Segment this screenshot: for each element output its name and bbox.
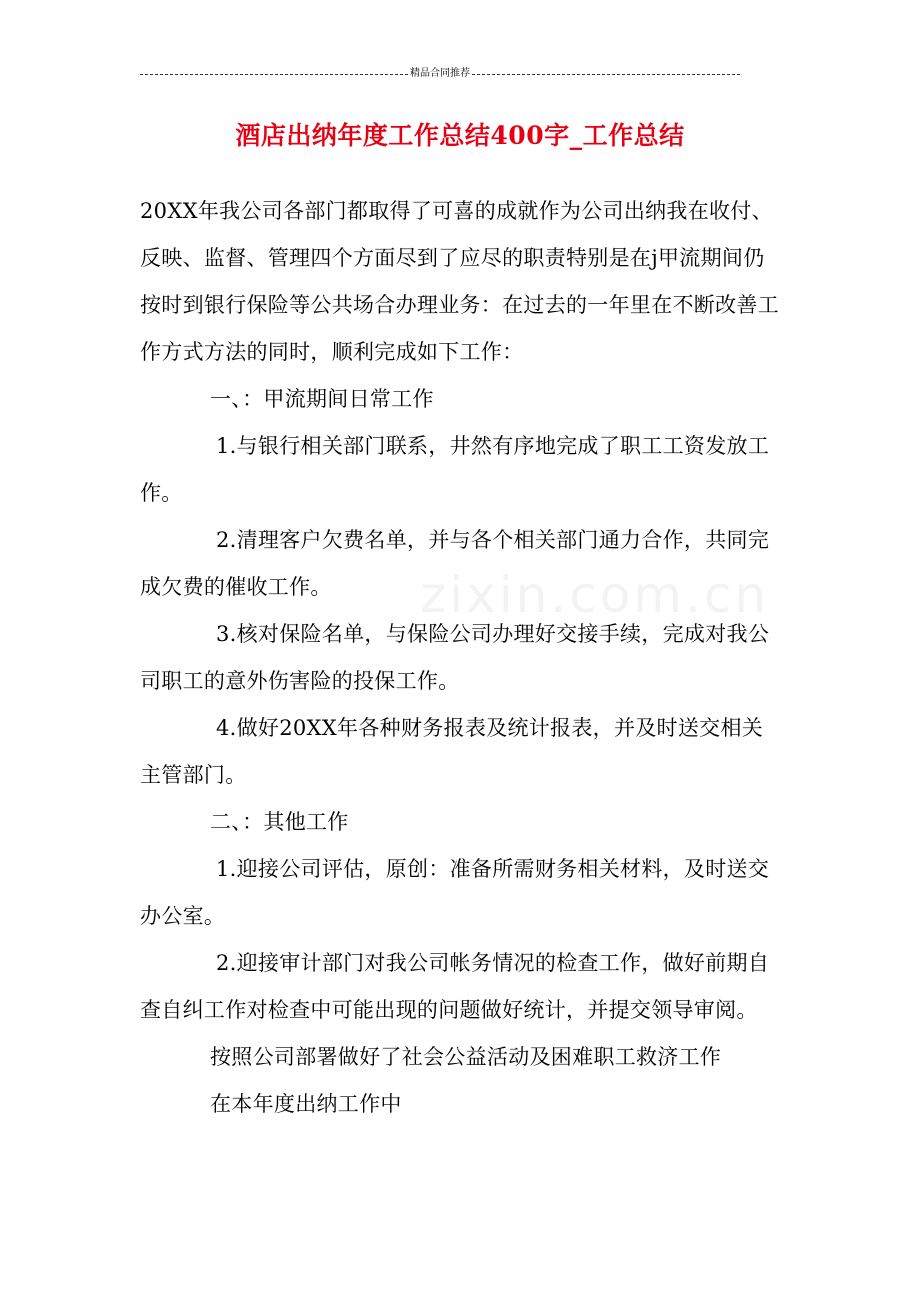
closing-line-1: 按照公司部署做好了社会公益活动及困难职工救济工作 bbox=[210, 1045, 722, 1069]
watermark: zixin.com.cn bbox=[420, 566, 770, 624]
header-label: 精品合同推荐 bbox=[410, 68, 470, 79]
section-heading-2: 二、：其他工作 bbox=[210, 810, 349, 834]
header-dashes-left bbox=[140, 74, 408, 75]
list-item: 2.迎接审计部门对我公司帐务情况的检查工作，做好前期自查自纠工作对检查中可能出现的问题做好统计，并提交领导审阅。 bbox=[140, 951, 770, 1022]
section-heading-1: 一、：甲流期间日常工作 bbox=[210, 387, 434, 411]
header-dashes-right bbox=[472, 74, 740, 75]
document-body bbox=[140, 188, 782, 1128]
list-item: 2.清理客户欠费名单，并与各个相关部门通力合作，共同完成欠费的催收工作。 bbox=[140, 528, 770, 599]
list-item: 1.与银行相关部门联系，井然有序地完成了职工工资发放工作。 bbox=[140, 434, 770, 505]
page-header bbox=[140, 66, 740, 82]
list-item: 3.核对保险名单，与保险公司办理好交接手续，完成对我公司职工的意外伤害险的投保工作。 bbox=[140, 622, 770, 693]
list-item: 1.迎接公司评估，原创：准备所需财务相关材料，及时送交办公室。 bbox=[140, 857, 770, 928]
document-title: 酒店出纳年度工作总结400字_工作总结 bbox=[235, 121, 685, 150]
intro-paragraph: 20XX年我公司各部门都取得了可喜的成就作为公司出纳我在收付、反映、监督、管理四个方面尽到了应尽的职责特别是在j甲流期间仍按时到银行保险等公共场合办理业务：在过去的一年里在不断改善工作方式方法的同时，顺利完成如下工作： bbox=[140, 199, 779, 364]
closing-line-2: 在本年度出纳工作中 bbox=[210, 1092, 402, 1116]
list-item: 4.做好20XX年各种财务报表及统计报表，并及时送交相关主管部门。 bbox=[140, 716, 764, 787]
